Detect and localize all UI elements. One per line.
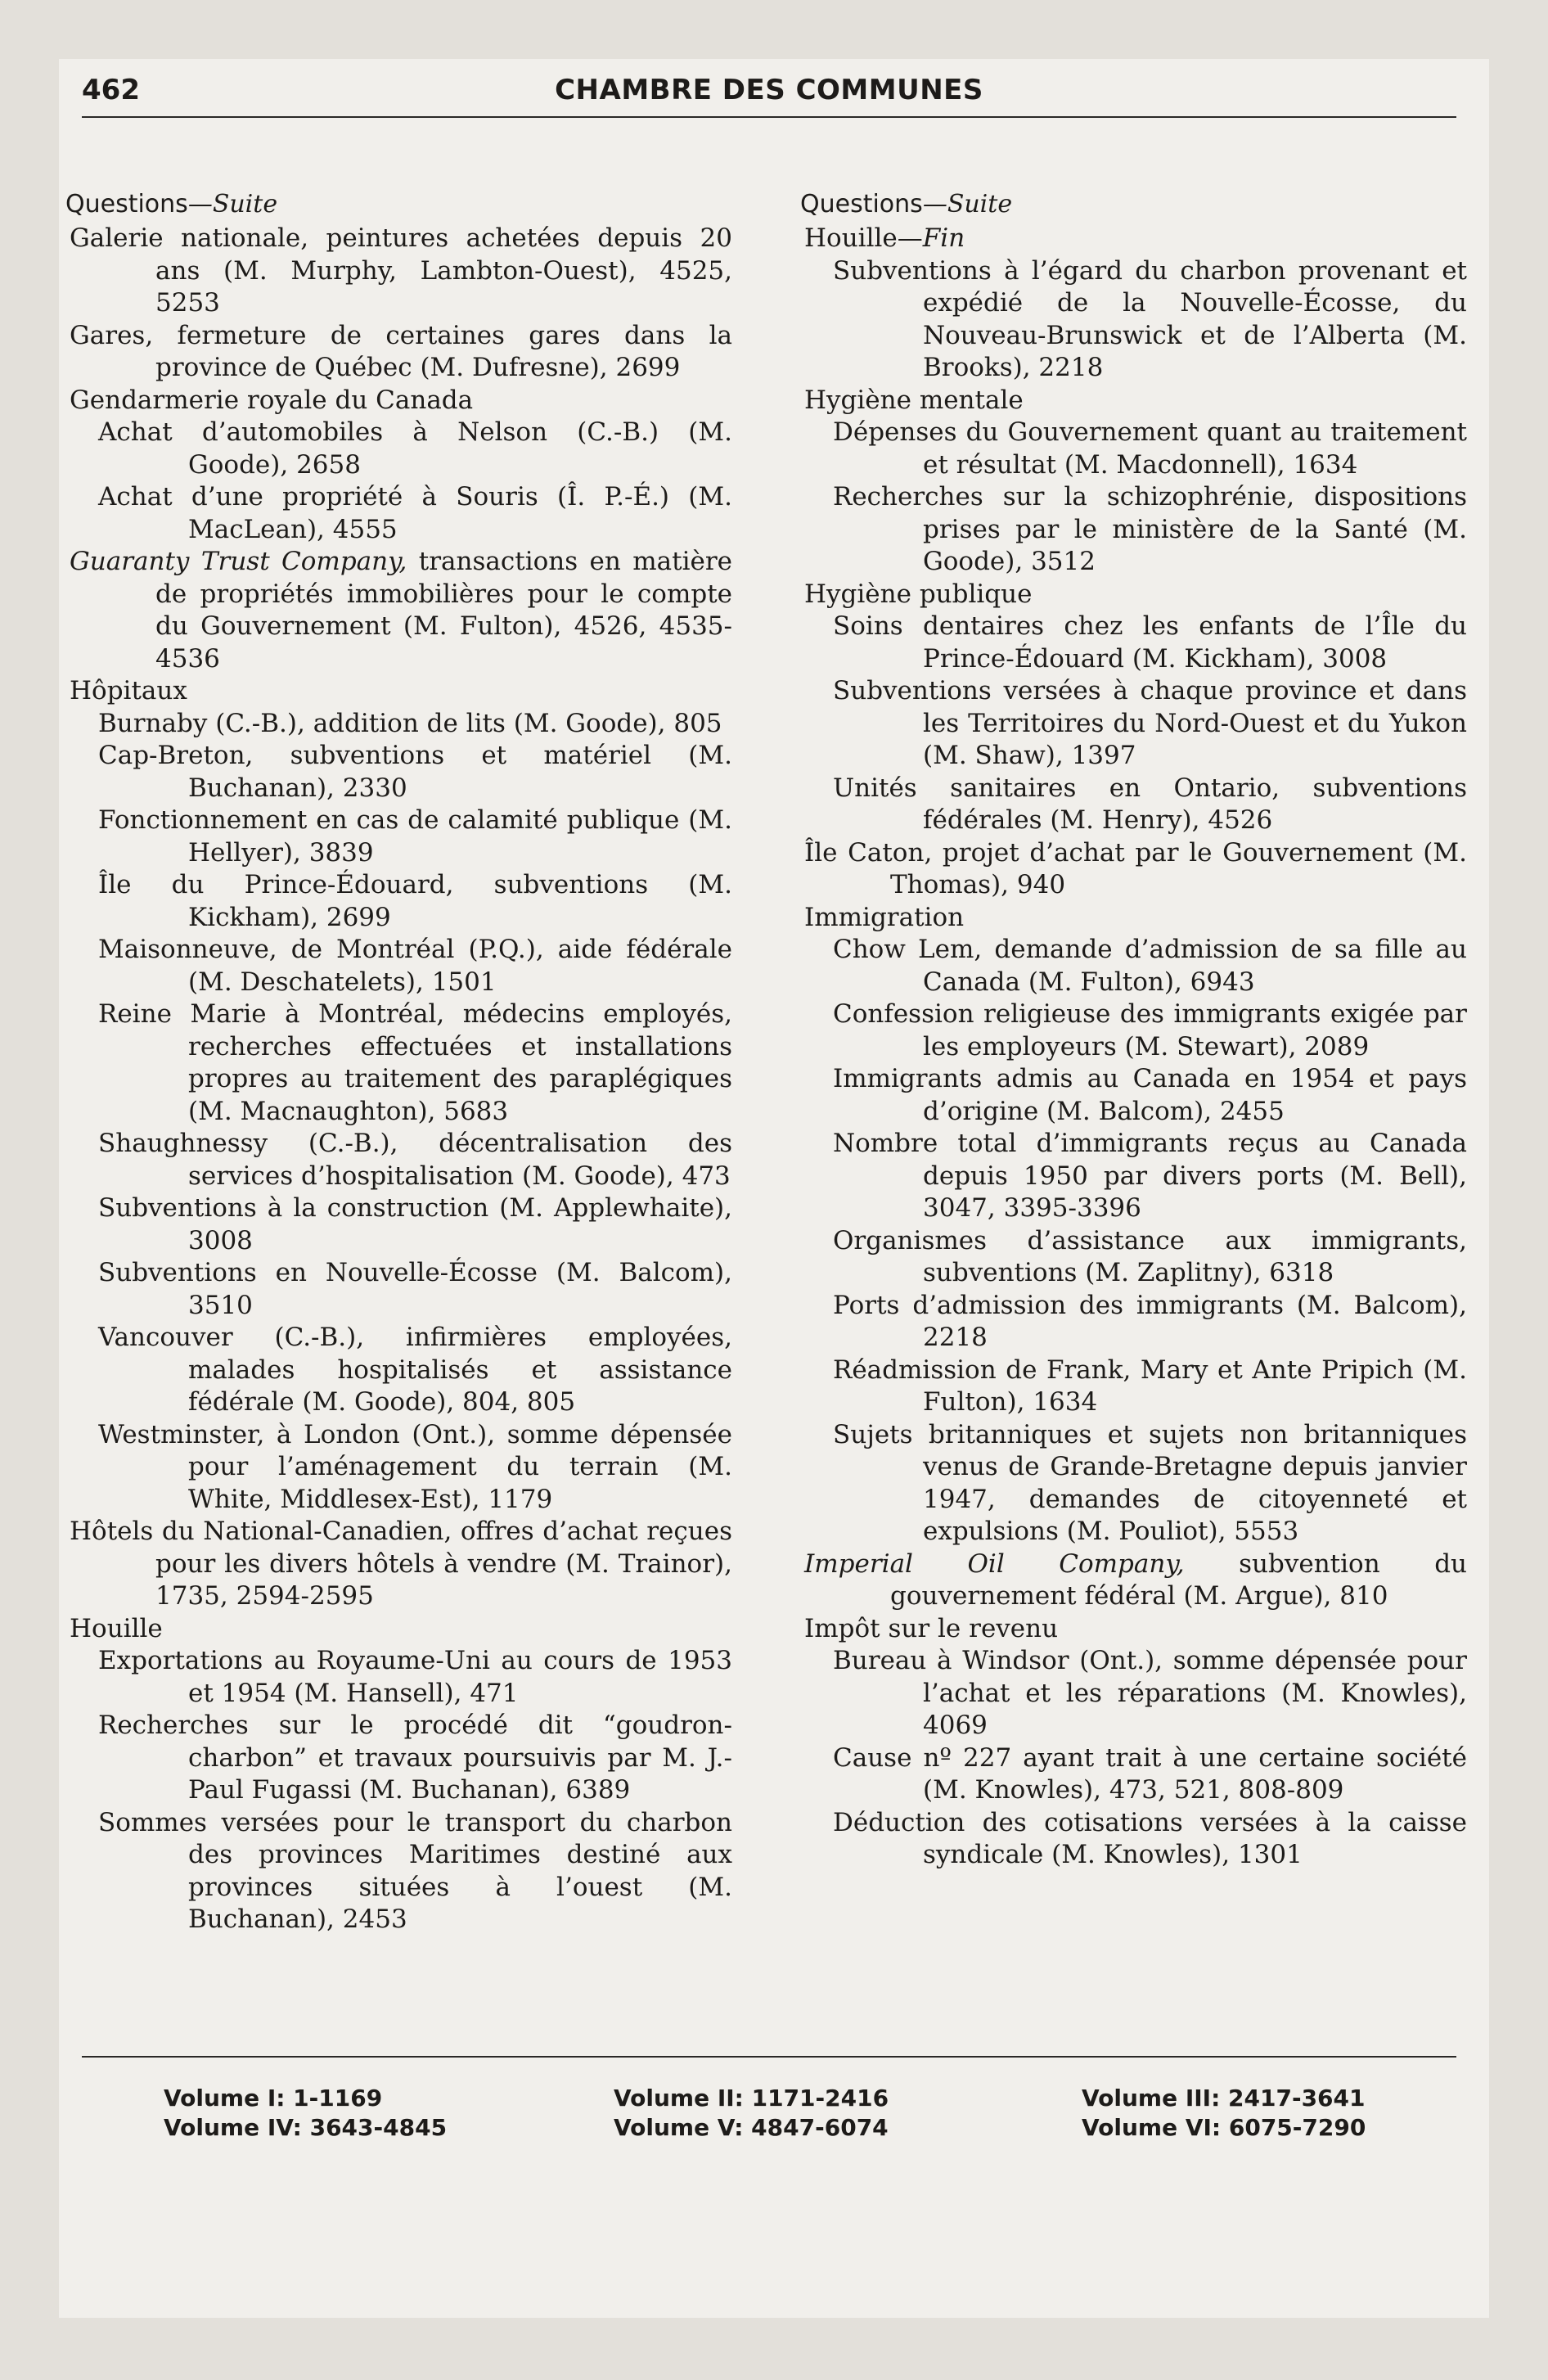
index-entry bbox=[800, 1063, 1467, 1128]
entry-italic-suffix: Fin bbox=[922, 223, 965, 253]
index-heading bbox=[800, 1613, 1467, 1646]
entry-text: Subventions en Nouvelle-Écosse (M. Balcom), 3510 bbox=[98, 1258, 732, 1320]
index-entry bbox=[65, 320, 732, 385]
index-heading bbox=[800, 902, 1467, 935]
entry-text: Île Caton, projet d’achat par le Gouvernement (M. Thomas), 940 bbox=[804, 837, 1467, 899]
index-entry bbox=[65, 708, 732, 741]
index-entry bbox=[800, 611, 1467, 675]
entry-text: Ports d’admission des immigrants (M. Balcom), 2218 bbox=[833, 1290, 1467, 1352]
index-entry bbox=[65, 1192, 732, 1257]
index-entry bbox=[800, 1128, 1467, 1225]
index-entry bbox=[800, 417, 1467, 481]
entry-text: subvention du gouvernement fédéral (M. Argue), 810 bbox=[890, 1548, 1468, 1611]
entry-text: Cap-Breton, subventions et matériel (M. Buchanan), 2330 bbox=[98, 741, 732, 803]
index-entry bbox=[65, 481, 732, 546]
volume-3: Volume III: 2417-3641 bbox=[1082, 2085, 1366, 2112]
entry-text: Shaughnessy (C.-B.), décentralisation des services d’hospitalisation (M. Goode), 473 bbox=[98, 1129, 732, 1191]
left-column bbox=[65, 188, 732, 1936]
entry-text: Galerie nationale, peintures achetées depuis 20 ans (M. Murphy, Lambton-Ouest), 4525, 5253 bbox=[70, 223, 732, 318]
index-entry bbox=[800, 255, 1467, 385]
index-entry bbox=[800, 1807, 1467, 1872]
entry-text: Gendarmerie royale du Canada bbox=[70, 385, 474, 415]
page-title: CHAMBRE DES COMMUNES bbox=[555, 74, 983, 106]
page-number: 462 bbox=[82, 74, 140, 106]
entry-text: Impôt sur le revenu bbox=[804, 1613, 1059, 1643]
index-entry bbox=[65, 1516, 732, 1613]
index-entry bbox=[800, 934, 1467, 998]
footer-rule bbox=[82, 2056, 1456, 2058]
entry-text: Gares, fermeture de certaines gares dans la province de Québec (M. Dufresne), 2699 bbox=[70, 320, 732, 382]
entry-text: transactions en matière de propriétés immobilières pour le compte du Gouvernement (M. Fulton), 4526, 4535-4536 bbox=[155, 547, 732, 674]
entry-text: Recherches sur le procédé dit “goudron-charbon” et travaux poursuivis par M. J.-Paul Fugassi (M. Buchanan), 6389 bbox=[98, 1711, 732, 1805]
entry-text: Sommes versées pour le transport du charbon des provinces Maritimes destiné aux provinces situées à l’ouest (M. Buchanan), 2453 bbox=[98, 1807, 732, 1934]
index-entry bbox=[800, 1645, 1467, 1742]
right-column-title-text: Questions bbox=[800, 190, 923, 219]
index-heading bbox=[65, 385, 732, 417]
index-entry bbox=[65, 869, 732, 934]
entry-text: Houille bbox=[70, 1613, 163, 1643]
entry-text: Île du Prince-Édouard, subventions (M. Kickham), 2699 bbox=[98, 870, 732, 932]
entry-text: Subventions versées à chaque province et dans les Territoires du Nord-Ouest et du Yukon (M. Shaw), 1397 bbox=[833, 676, 1467, 770]
entry-text: Déduction des cotisations versées à la caisse syndicale (M. Knowles), 1301 bbox=[833, 1807, 1467, 1869]
index-entry bbox=[65, 1710, 732, 1807]
left-entries bbox=[65, 223, 732, 1936]
volume-6: Volume VI: 6075-7290 bbox=[1082, 2114, 1366, 2141]
volume-4: Volume IV: 3643-4845 bbox=[164, 2114, 448, 2141]
entry-text: Organismes d’assistance aux immigrants, subventions (M. Zaplitny), 6318 bbox=[833, 1225, 1467, 1287]
index-heading bbox=[800, 223, 1467, 255]
index-entry bbox=[65, 805, 732, 869]
entry-text: Subventions à l’égard du charbon provenant et expédié de la Nouvelle-Écosse, du Nouveau-Brunswick et de l’Alberta (M. Brooks), 2218 bbox=[833, 255, 1467, 382]
entry-text: Hygiène mentale bbox=[804, 385, 1024, 415]
index-entry bbox=[800, 1742, 1467, 1807]
index-entry bbox=[800, 837, 1467, 902]
index-heading bbox=[800, 579, 1467, 611]
entry-text: Vancouver (C.-B.), infirmières employées, malades hospitalisés et assistance fédérale (M. Goode), 804, 805 bbox=[98, 1323, 732, 1417]
index-entry bbox=[65, 998, 732, 1128]
entry-text: Achat d’une propriété à Souris (Î. P.-É.) (M. MacLean), 4555 bbox=[98, 482, 732, 544]
entry-text: Achat d’automobiles à Nelson (C.-B.) (M. Goode), 2658 bbox=[98, 417, 732, 480]
entry-italic-title: Guaranty Trust Company, bbox=[70, 547, 407, 576]
entry-text: Sujets britanniques et sujets non britanniques venus de Grande-Bretagne depuis janvier 1947, demandes de citoyenneté et expulsions (M. Pouliot), 5553 bbox=[833, 1419, 1467, 1546]
index-entry bbox=[65, 1322, 732, 1419]
entry-text: Exportations au Royaume-Uni au cours de 1953 et 1954 (M. Hansell), 471 bbox=[98, 1646, 732, 1708]
index-entry bbox=[800, 1419, 1467, 1548]
entry-text: Unités sanitaires en Ontario, subventions fédérales (M. Henry), 4526 bbox=[833, 773, 1467, 835]
index-entry bbox=[800, 481, 1467, 579]
entry-text: Fonctionnement en cas de calamité publique (M. Hellyer), 3839 bbox=[98, 805, 732, 868]
entry-text: Recherches sur la schizophrénie, dispositions prises par le ministère de la Santé (M. Goode), 3512 bbox=[833, 482, 1467, 576]
entry-text: Westminster, à London (Ont.), somme dépensée pour l’aménagement du terrain (M. White, Middlesex-Est), 1179 bbox=[98, 1419, 732, 1514]
left-column-title bbox=[65, 188, 732, 221]
entry-italic-title: Imperial Oil Company, bbox=[804, 1548, 1185, 1579]
index-entry bbox=[800, 1548, 1467, 1613]
volume-2: Volume II: 1171-2416 bbox=[614, 2085, 889, 2112]
index-entry bbox=[65, 417, 732, 481]
index-entry bbox=[65, 1807, 732, 1936]
entry-text: Chow Lem, demande d’admission de sa fille au Canada (M. Fulton), 6943 bbox=[833, 935, 1467, 997]
entry-text: Burnaby (C.-B.), addition de lits (M. Goode), 805 bbox=[98, 708, 722, 738]
index-entry bbox=[65, 1128, 732, 1192]
index-heading bbox=[65, 1613, 732, 1646]
entry-text: Immigrants admis au Canada en 1954 et pays d’origine (M. Balcom), 2455 bbox=[833, 1064, 1467, 1126]
index-entry bbox=[65, 1645, 732, 1710]
index-heading bbox=[65, 675, 732, 708]
entry-text: Dépenses du Gouvernement quant au traitement et résultat (M. Macdonnell), 1634 bbox=[833, 417, 1467, 480]
index-entry bbox=[800, 1290, 1467, 1355]
header-rule bbox=[82, 116, 1456, 118]
index-entry bbox=[800, 675, 1467, 773]
entry-text: Hôpitaux bbox=[70, 676, 187, 705]
entry-text: Hôtels du National-Canadien, offres d’achat reçues pour les divers hôtels à vendre (M. Trainor), 1735, 2594-2595 bbox=[70, 1517, 732, 1611]
entry-text: Houille— bbox=[804, 223, 923, 253]
entry-text: Reine Marie à Montréal, médecins employés, recherches effectuées et installations propres au traitement des paraplégiques (M. Macnaughton), 5683 bbox=[98, 999, 732, 1126]
left-column-title-suffix: —Suite bbox=[187, 190, 278, 219]
entry-text: Cause nº 227 ayant trait à une certaine société (M. Knowles), 473, 521, 808-809 bbox=[833, 1742, 1467, 1805]
right-column-title bbox=[800, 188, 1467, 221]
entry-text: Confession religieuse des immigrants exigée par les employeurs (M. Stewart), 2089 bbox=[833, 999, 1467, 1062]
index-entry bbox=[65, 1419, 732, 1517]
index-entry bbox=[800, 1355, 1467, 1419]
left-column-title-text: Questions bbox=[65, 190, 188, 219]
volume-5: Volume V: 4847-6074 bbox=[614, 2114, 889, 2141]
index-entry bbox=[800, 1225, 1467, 1290]
index-entry bbox=[800, 773, 1467, 837]
index-entry bbox=[65, 934, 732, 998]
entry-text: Subventions à la construction (M. Applewhaite), 3008 bbox=[98, 1193, 732, 1255]
index-entry bbox=[65, 546, 732, 675]
entry-text: Bureau à Windsor (Ont.), somme dépensée pour l’achat et les réparations (M. Knowles), 4069 bbox=[833, 1646, 1467, 1740]
page-header bbox=[82, 74, 1456, 133]
entry-text: Nombre total d’immigrants reçus au Canada depuis 1950 par divers ports (M. Bell), 3047, 3395-3396 bbox=[833, 1129, 1467, 1223]
index-entry bbox=[65, 223, 732, 320]
entry-text: Hygiène publique bbox=[804, 579, 1033, 609]
entry-text: Immigration bbox=[804, 902, 965, 932]
index-entry bbox=[65, 1257, 732, 1322]
index-heading bbox=[800, 385, 1467, 417]
volume-1: Volume I: 1-1169 bbox=[164, 2085, 383, 2112]
right-column-title-suffix: —Suite bbox=[922, 190, 1013, 219]
entry-text: Maisonneuve, de Montréal (P.Q.), aide fédérale (M. Deschatelets), 1501 bbox=[98, 935, 732, 997]
entry-text: Réadmission de Frank, Mary et Ante Pripich (M. Fulton), 1634 bbox=[833, 1355, 1467, 1417]
right-column bbox=[800, 188, 1467, 1872]
index-entry bbox=[65, 740, 732, 805]
index-entry bbox=[800, 998, 1467, 1063]
entry-text: Soins dentaires chez les enfants de l’Île du Prince-Édouard (M. Kickham), 3008 bbox=[833, 611, 1467, 674]
right-entries bbox=[800, 223, 1467, 1872]
